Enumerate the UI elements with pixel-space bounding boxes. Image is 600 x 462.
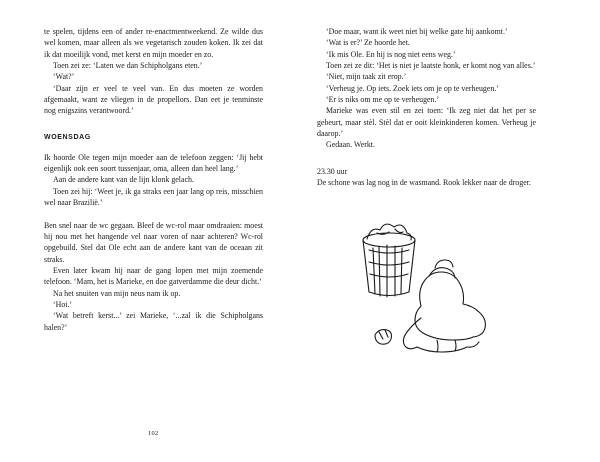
paragraph: ‘Wat is er?’ Ze hoorde het. — [326, 38, 410, 48]
paragraph: ‘Verheug je. Op iets. Zoek iets om je op te verheugen.’ — [326, 83, 499, 93]
paragraph: Ben snel naar de wc gegaan. Bleef de wc-rol maar omdraaien: moest hij nou met het hangende vel naar voren of naar achteren? Wc-rol opgebuild. Stel dat Ole echt aan de andere kant van de oceaan zit straks. — [44, 220, 263, 264]
paragraph: ‘Hoi.’ — [53, 300, 73, 310]
paragraph: ‘Wat?’ — [53, 72, 75, 82]
section-heading-woensdag: WOENSDAG — [44, 133, 91, 141]
laundry-basket-figure-drawing — [317, 206, 536, 366]
paragraph: Gedaan. Werkt. — [326, 140, 375, 150]
paragraph: ‘Ik mis Ole. En hij is nog niet eens weg.’ — [326, 49, 456, 59]
paragraph: Marieke was even stil en zei toen: ‘Ik zeg niet dat het per se gebeurt, maar stèl. Stèl dat er ooit kleinkinderen komen. Verheug je daarop.’ — [317, 106, 536, 139]
page-number: 102 — [148, 430, 159, 437]
paragraph: ‘Daar zijn er veel te veel van. En dus moeten ze worden afgemaakt, want ze vliegen in de propellors. Dan eet je tenminste nog enigszins verantwoord.’ — [44, 83, 263, 116]
paragraph: ‘Wat betreft kerst...’ zei Marieke, ‘...zal ik die Schipholgans halen?’ — [44, 311, 263, 332]
paragraph: Toen zei ze dit: ‘Het is niet je laatste honk, er komt nog van alles.’ — [326, 61, 536, 71]
time-heading: 23.30 uur — [317, 166, 348, 176]
paragraph: Even later kwam hij naar de gang lopen met mijn zoemende telefoon. ‘Mam, het is Marieke, en doe gatverdamme die deur dicht.’ — [44, 266, 263, 287]
paragraph: Aan de andere kant van de lijn klonk gelach. — [53, 175, 194, 185]
paragraph: Na het snuiten van mijn neus nam ik op. — [53, 288, 181, 298]
paragraph: Toen zei hij: ‘Weet je, ik ga straks een jaar lang op reis, misschien wel naar Brazilië.’ — [44, 186, 263, 208]
paragraph: De schone was lag nog in de wasmand. Rook lekker naar de droger. — [317, 178, 531, 188]
paragraph: ‘Er is niks om me op te verheugen.’ — [326, 95, 440, 105]
right-column — [317, 26, 536, 462]
paragraph: ‘Doe maar, want ik weet niet bij welke gate hij aankomt.’ — [326, 27, 508, 36]
left-column — [44, 26, 263, 462]
paragraph: Toen zei ze: ‘Laten we dan Schipholgans eten.’ — [53, 61, 203, 71]
paragraph: Ik hoorde Ole tegen mijn moeder aan de telefoon zeggen: ‘Jij hebt eigenlijk ook een soort tussenjaar, oma, alleen dan heel lang.’ — [44, 152, 263, 174]
paragraph: te spelen, tijdens een of ander re-enactmentweekend. Ze wilde dus wel komen, maar alleen als we vegetarisch zouden koken. Ik zei dat ik dat moeilijk vond, met kerst en mijn moeder en zo. — [44, 27, 263, 59]
paragraph: ‘Niet, mijn taak zit erop.’ — [326, 72, 407, 82]
